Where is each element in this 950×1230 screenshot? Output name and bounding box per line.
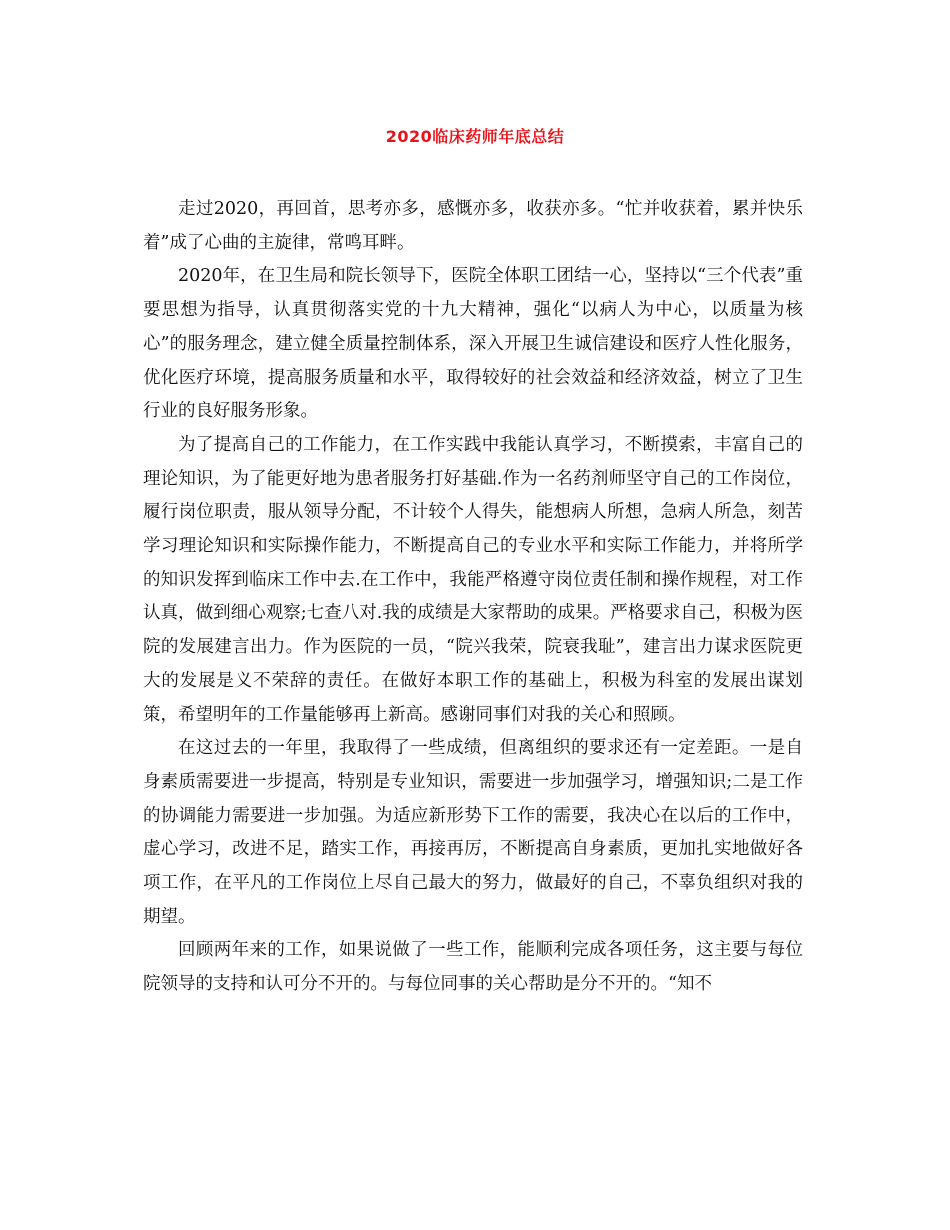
- paragraph-3: 为了提高自己的工作能力，在工作实践中我能认真学习，不断摸索，丰富自己的理论知识，为了能更好地为患者服务打好基础.作为一名药剂师坚守自己的工作岗位，履行岗位职责，服从领导分配，不计较个人得失，能想病人所想，急病人所急，刻苦学习理论知识和实际操作能力，不断提高自己的专业水平和实际工作能力，并将所学的知识发挥到临床工作中去.在工作中，我能严格遵守岗位责任制和操作规程，对工作认真，做到细心观察;七查八对.我的成绩是大家帮助的成果。严格要求自己，积极为医院的发展建言出力。作为医院的一员，“院兴我荣，院衰我耻”，建言出力谋求医院更大的发展是义不荣辞的责任。在做好本职工作的基础上，积极为科室的发展出谋划策，希望明年的工作量能够再上新高。感谢同事们对我的关心和照顾。: [143, 434, 803, 725]
- paragraph-1: 走过2020，再回首，思考亦多，感慨亦多，收获亦多。“忙并收获着，累并快乐着”成了心曲的主旋律，常鸣耳畔。: [143, 199, 803, 253]
- paragraph-4: 在这过去的一年里，我取得了一些成绩，但离组织的要求还有一定差距。一是自身素质需要进一步提高，特别是专业知识，需要进一步加强学习，增强知识;二是工作的协调能力需要进一步加强。为适应新形势下工作的需要，我决心在以后的工作中，虚心学习，改进不足，踏实工作，再接再厉，不断提高自身素质，更加扎实地做好各项工作，在平凡的工作岗位上尽自己最大的努力，做最好的自己，不辜负组织对我的期望。: [143, 738, 803, 927]
- document-title: 2020临床药师年底总结: [385, 127, 565, 146]
- paragraph-2: 2020年，在卫生局和院长领导下，医院全体职工团结一心，坚持以“三个代表”重要思想为指导，认真贯彻落实党的十九大精神，强化“以病人为中心，以质量为核心”的服务理念，建立健全质量控制体系，深入开展卫生诚信建设和医疗人性化服务，优化医疗环境，提高服务质量和水平，取得较好的社会效益和经济效益，树立了卫生行业的良好服务形象。: [143, 266, 803, 422]
- paragraph-5: 回顾两年来的工作，如果说做了一些工作，能顺利完成各项任务，这主要与每位院领导的支持和认可分不开的。与每位同事的关心帮助是分不开的。“知不: [143, 940, 803, 995]
- document-body: [143, 193, 803, 1002]
